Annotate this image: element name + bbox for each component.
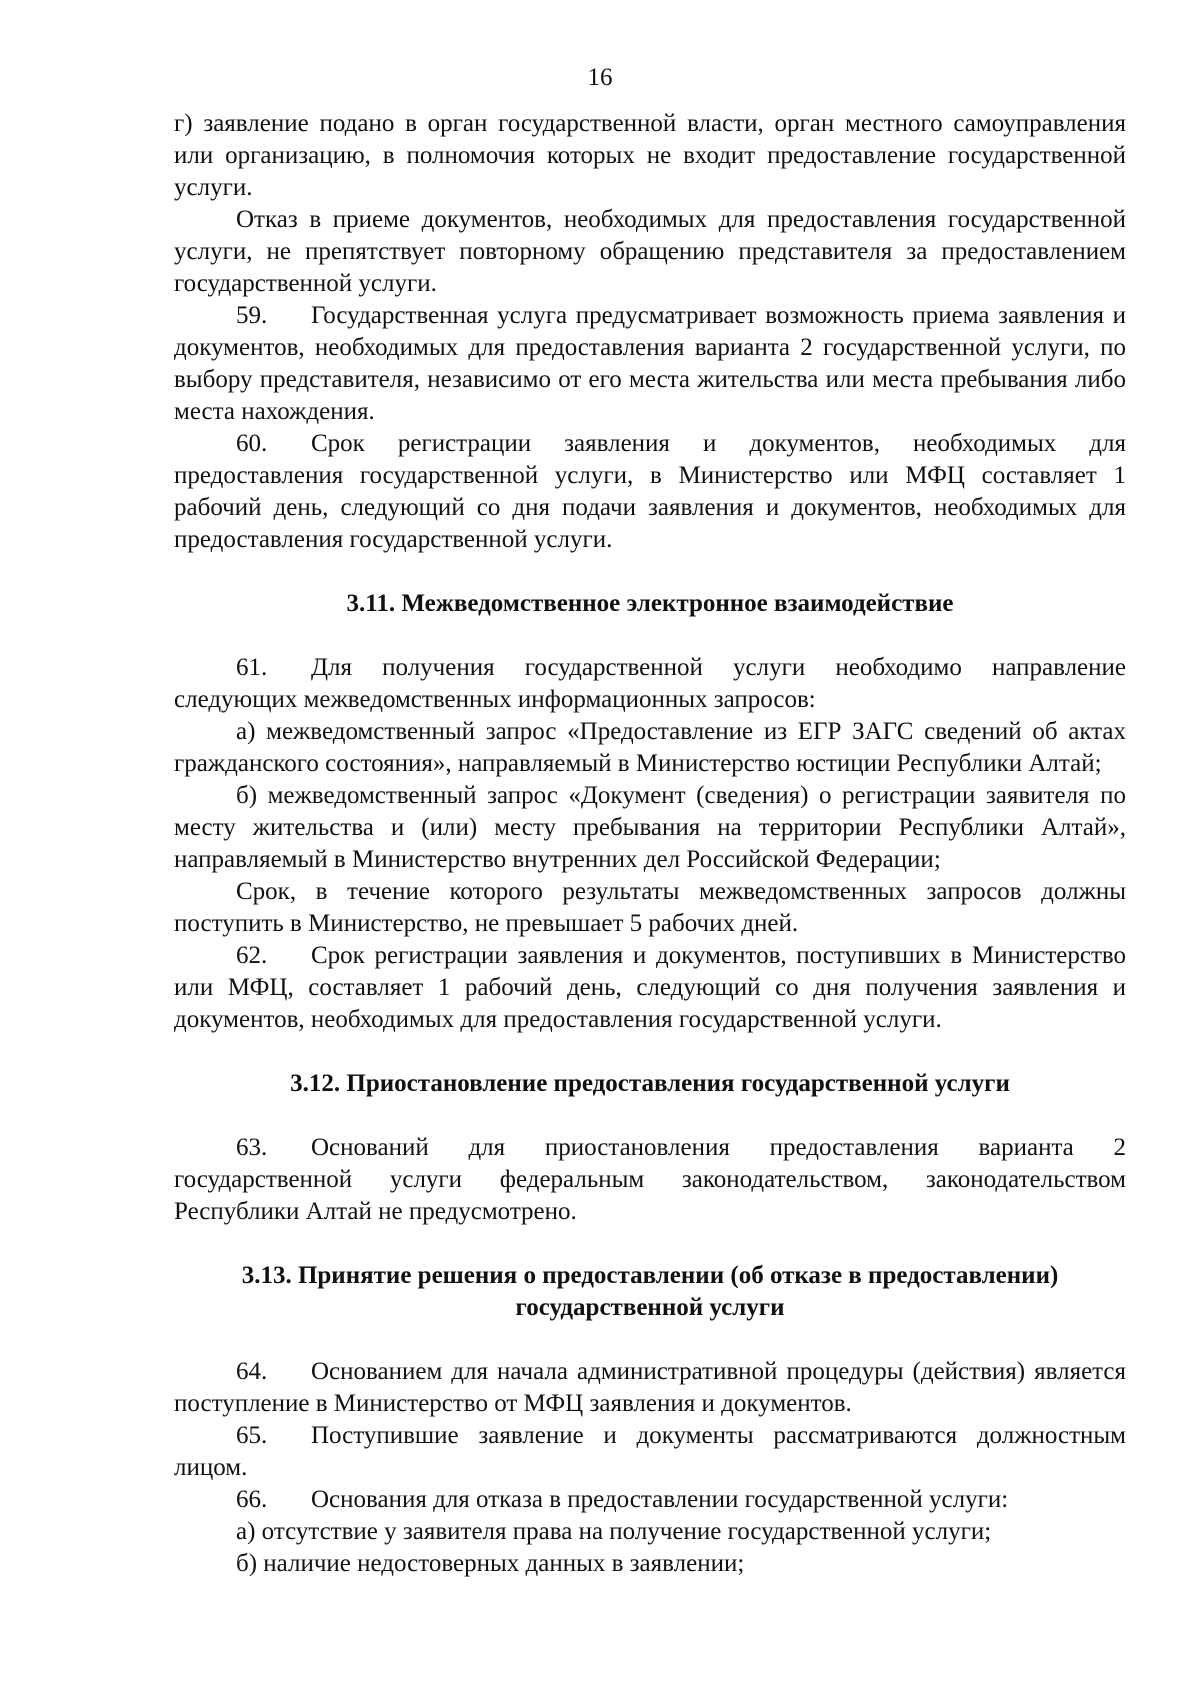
paragraph-64 [174, 1356, 1126, 1420]
paragraph-60 [174, 428, 1126, 556]
paragraph-term: Срок, в течение которого результаты межведомственных запросов должны поступить в Министерство, не превышает 5 рабочих дней. [174, 878, 1126, 937]
paragraph-63 [174, 1132, 1126, 1228]
paragraph-text: Для получения государственной услуги необходимо направление следующих межведомственных информационных запросов: [174, 654, 1126, 713]
paragraph-66-a: а) отсутствие у заявителя права на получение государственной услуги; [236, 1518, 992, 1545]
paragraph-65 [174, 1420, 1126, 1484]
paragraph-text: Срок регистрации заявления и документов, поступивших в Министерство или МФЦ, составляет 1 рабочий день, следующий со дня получения заявления и документов, необходимых для предоставления государственной услуги. [174, 942, 1126, 1033]
paragraph-59 [174, 300, 1126, 428]
paragraph-text: Срок регистрации заявления и документов, необходимых для предоставления государственной услуги, в Министерство или МФЦ составляет 1 рабочий день, следующий со дня подачи заявления и документов, необходимых для предоставления государственной услуги. [174, 430, 1126, 553]
paragraph-number: 59. [236, 302, 268, 329]
heading-line: государственной услуги [515, 1294, 785, 1321]
paragraph-number: 64. [236, 1358, 268, 1385]
heading-line: 3.13. Принятие решения о предоставлении (об отказе в предоставлении) [241, 1262, 1059, 1289]
paragraph-g: г) заявление подано в орган государственной власти, орган местного самоуправления или организацию, в полномочия которых не входит предоставление государственной услуги. [174, 110, 1126, 201]
section-heading-3-12: 3.12. Приостановление предоставления государственной услуги [290, 1070, 1010, 1097]
paragraph-number: 63. [236, 1134, 268, 1161]
paragraph-66 [174, 1484, 1126, 1516]
paragraph-61-a: а) межведомственный запрос «Предоставление из ЕГР ЗАГС сведений об актах гражданского состояния», направляемый в Министерство юстиции Республики Алтай; [174, 718, 1126, 777]
paragraph-62 [174, 940, 1126, 1036]
paragraph-61 [174, 652, 1126, 716]
paragraph-text: Основанием для начала административной процедуры (действия) является поступление в Министерство от МФЦ заявления и документов. [174, 1358, 1126, 1417]
paragraph-refusal: Отказ в приеме документов, необходимых для предоставления государственной услуги, не препятствует повторному обращению представителя за предоставлением государственной услуги. [174, 206, 1126, 297]
paragraph-61-b: б) межведомственный запрос «Документ (сведения) о регистрации заявителя по месту жительства и (или) месту пребывания на территории Республики Алтай», направляемый в Министерство внутренних дел Российской Федерации; [174, 782, 1126, 873]
paragraph-text: Поступившие заявление и документы рассматриваются должностным лицом. [174, 1422, 1126, 1481]
paragraph-66-b: б) наличие недостоверных данных в заявлении; [236, 1550, 745, 1577]
page-number: 16 [587, 64, 613, 91]
paragraph-number: 61. [236, 654, 268, 681]
paragraph-number: 60. [236, 430, 268, 457]
document-body [174, 108, 1126, 1580]
section-heading-3-13 [174, 1260, 1126, 1324]
paragraph-text: Государственная услуга предусматривает возможность приема заявления и документов, необходимых для предоставления варианта 2 государственной услуги, по выбору представителя, независимо от его места жительства или места пребывания либо места нахождения. [174, 302, 1126, 425]
paragraph-text: Оснований для приостановления предоставления варианта 2 государственной услуги федеральным законодательством, законодательством Республики Алтай не предусмотрено. [174, 1134, 1126, 1225]
paragraph-text: Основания для отказа в предоставлении государственной услуги: [311, 1486, 1009, 1513]
section-heading-3-11: 3.11. Межведомственное электронное взаимодействие [346, 590, 954, 617]
paragraph-number: 66. [236, 1486, 268, 1513]
paragraph-number: 62. [236, 942, 268, 969]
paragraph-number: 65. [236, 1422, 268, 1449]
